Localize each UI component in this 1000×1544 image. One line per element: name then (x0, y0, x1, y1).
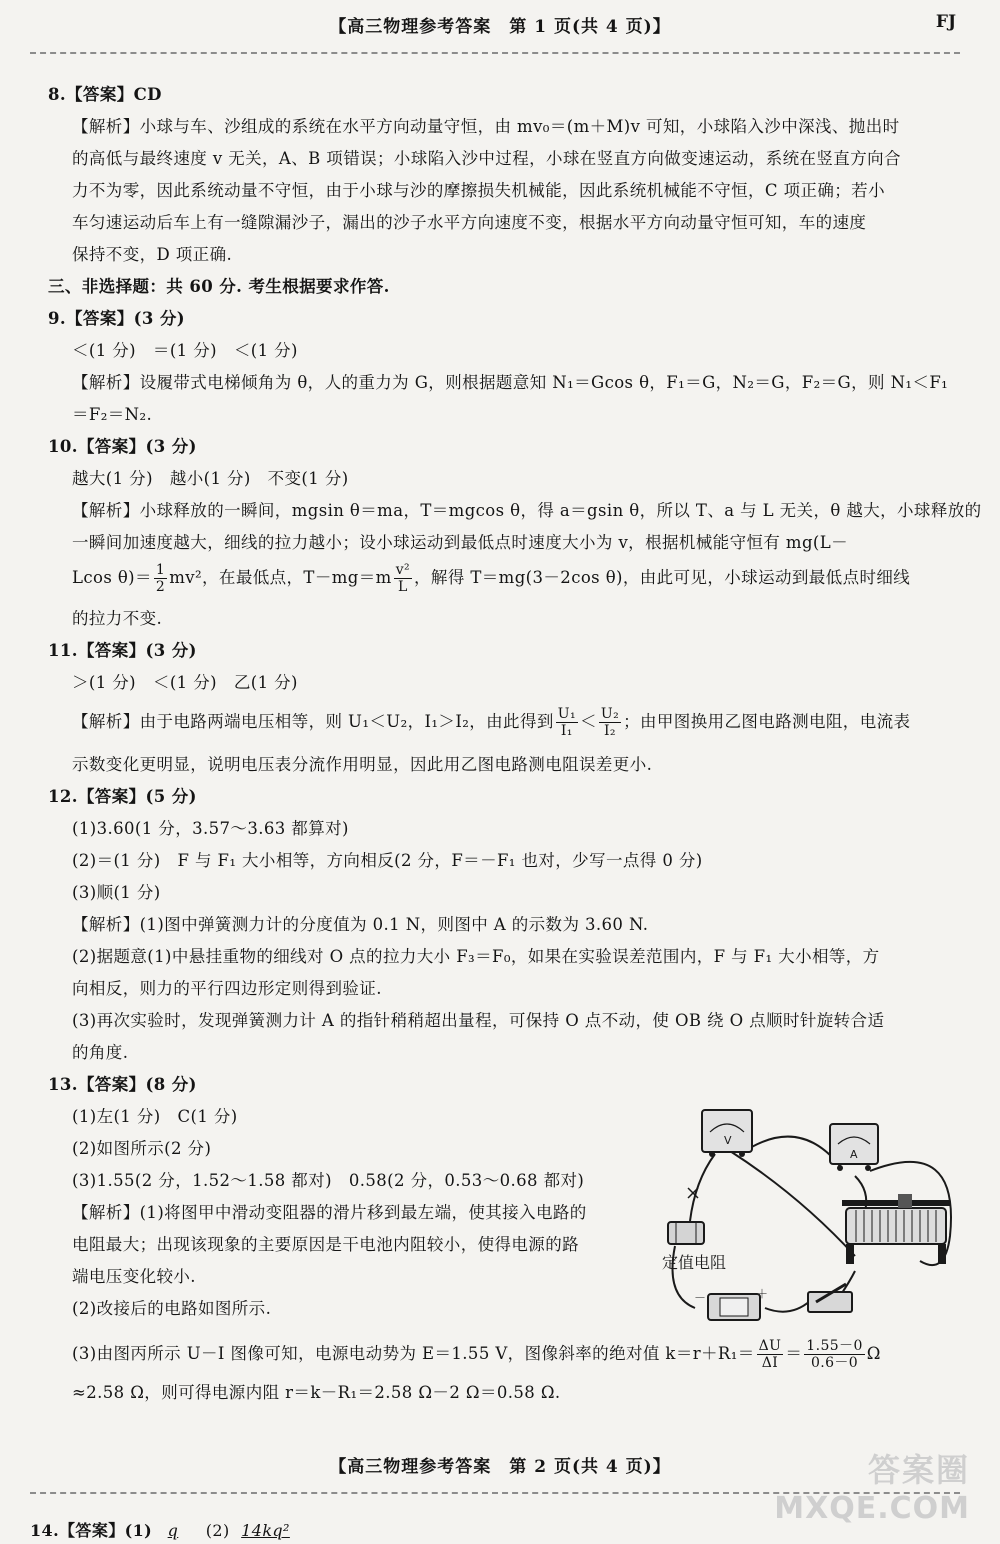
q10-fraction-v2-over-l (394, 562, 412, 595)
q11-answer: 11.【答案】(3 分) (48, 641, 197, 660)
q10-frac1-num: 1 (155, 562, 166, 578)
circuit-diagram (650, 1096, 970, 1328)
q11-frac1-den: I₁ (560, 723, 573, 739)
q11-less-than: ＜ (579, 712, 597, 731)
q13-line-3: (3)1.55(2 分，1.52～1.58 都对) 0.58(2 分，0.53～0.68 都对) (72, 1171, 585, 1190)
q9-line-2: ＝F₂＝N₂. (72, 405, 153, 424)
q11-line-2: 示数变化更明显，说明电压表分流作用明显，因此用乙图电路测电阻误差更小. (72, 755, 653, 774)
q14-label: 14.【答案】(1) (30, 1521, 153, 1540)
q13-equals: ＝ (785, 1344, 803, 1363)
q10-fraction-half (154, 562, 167, 595)
wire-v-to-resistor (690, 1154, 715, 1221)
q8-answer: 8.【答案】CD (48, 85, 162, 104)
page-header-tag: FJ (935, 12, 956, 32)
q9-values: ＜(1 分) ＝(1 分) ＜(1 分) (72, 341, 298, 360)
ammeter (830, 1124, 878, 1171)
q11-line-1 (72, 706, 910, 739)
q13-frac2-num: 1.55－0 (806, 1338, 863, 1354)
q11-frac2-num: U₂ (600, 706, 620, 722)
page-header-title: 【高三物理参考答案 第 1 页(共 4 页)】 (329, 17, 671, 37)
q12-line-1: (1)3.60(1 分，3.57～3.63 都算对) (72, 819, 349, 838)
q8-line-5: 保持不变，D 项正确. (72, 245, 233, 264)
q13-frac2-den: 0.6－0 (810, 1355, 859, 1371)
q12-line-5: (2)据题意(1)中悬挂重物的细线对 O 点的拉力大小 F₃＝F₀，如果在实验误差范围内，F 与 F₁ 大小相等，方 (72, 947, 880, 966)
q9-line-1: 【解析】设履带式电梯倾角为 θ，人的重力为 G，则根据题意知 N₁＝Gcos θ，F₁＝G，N₂＝G，F₂＝G，则 N₁＜F₁ (72, 373, 949, 392)
q11-frac1-num: U₁ (557, 706, 576, 722)
q10-line-3b: mv²，在最低点，T－mg＝m (169, 568, 392, 587)
q14-value-2: 14kq² (241, 1521, 290, 1540)
q13-fraction-values (804, 1338, 864, 1371)
q8-line-1: 【解析】小球与车、沙组成的系统在水平方向动量守恒，由 mv₀＝(m＋M)v 可知，小球陷入沙中深浅、抛出时 (72, 117, 900, 136)
q12-line-7: (3)再次实验时，发现弹簧测力计 A 的指针稍稍超出量程，可保持 O 点不动，使 OB 绕 O 点顺时针旋转合适 (72, 1011, 885, 1030)
q12-line-6: 向相反，则力的平行四边形定则得到验证. (72, 979, 382, 998)
q10-line-2: 一瞬间加速度越大，细线的拉力越小；设小球运动到最低点时速度大小为 v，根据机械能守恒有 mg(L－ (72, 533, 849, 552)
q10-frac2-num: v² (395, 562, 411, 578)
q9-answer: 9.【答案】(3 分) (48, 309, 185, 328)
q11-line-1a: 【解析】由于电路两端电压相等，则 U₁＜U₂，I₁＞I₂，由此得到 (72, 712, 554, 731)
q11-line-1b: ；由甲图换用乙图电路测电阻，电流表 (623, 712, 911, 731)
q8-line-3: 力不为零，因此系统动量不守恒，由于小球与沙的摩擦损失机械能，因此系统机械能不守恒，C 项正确；若小 (72, 181, 885, 200)
ammeter-label: A (850, 1148, 858, 1161)
q13-line-8 (72, 1338, 881, 1371)
battery-minus-label: － (694, 1291, 707, 1305)
q13-answer: 13.【答案】(8 分) (48, 1075, 197, 1094)
q12-answer: 12.【答案】(5 分) (48, 787, 197, 806)
voltmeter (702, 1110, 752, 1157)
q12-line-3: (3)顺(1 分) (72, 883, 161, 902)
q13-line-9: ≈2.58 Ω，则可得电源内阻 r＝k－R₁＝2.58 Ω－2 Ω＝0.58 Ω. (72, 1383, 561, 1402)
page-footer-title: 【高三物理参考答案 第 2 页(共 4 页)】 (329, 1457, 671, 1477)
q13-frac1-den: ΔI (761, 1355, 779, 1371)
watermark-text: 答案圈 (867, 1451, 970, 1489)
q8-line-4: 车匀速运动后车上有一缝隙漏沙子，漏出的沙子水平方向速度不变，根据水平方向动量守恒可知，车的速度 (72, 213, 867, 232)
fixed-resistor-label: 定值电阻 (662, 1253, 727, 1272)
q12-line-4: 【解析】(1)图中弹簧测力计的分度值为 0.1 N，则图中 A 的示数为 3.60 N. (72, 915, 649, 934)
q8-line-2: 的高低与最终速度 v 无关，A、B 项错误；小球陷入沙中过程，小球在竖直方向做变速运动，系统在竖直方向合 (72, 149, 901, 168)
q10-line-1: 【解析】小球释放的一瞬间，mgsin θ＝ma，T＝mgcos θ，得 a＝gsin θ，所以 T、a 与 L 无关，θ 越大，小球释放的 (72, 501, 982, 520)
wire-v-to-a (745, 1137, 840, 1166)
q13-line-6: 端电压变化较小. (72, 1267, 196, 1286)
battery-plus-label: ＋ (756, 1287, 769, 1301)
q13-unit: Ω (866, 1344, 881, 1363)
voltmeter-label: V (724, 1134, 732, 1147)
q11-fraction-u2-i2 (599, 706, 621, 739)
q10-frac1-den: 2 (155, 579, 166, 595)
q12-line-2: (2)＝(1 分) F 与 F₁ 大小相等，方向相反(2 分，F＝－F₁ 也对，少写一点得 0 分) (72, 851, 703, 870)
q13-line-8a: (3)由图丙所示 U－I 图像可知，电源电动势为 E＝1.55 V，图像斜率的绝对值 k＝r＋R₁＝ (72, 1344, 755, 1363)
watermark-url: MXQE.COM (774, 1491, 970, 1526)
q13-fraction-du-di (757, 1338, 784, 1371)
q13-line-5: 电阻最大；出现该现象的主要原因是干电池内阻较小，使得电源的路 (72, 1235, 579, 1254)
rheostat (842, 1194, 950, 1264)
section-3-heading: 三、非选择题：共 60 分. 考生根据要求作答. (48, 277, 390, 296)
q10-line-3 (72, 562, 910, 595)
q10-values: 越大(1 分) 越小(1 分) 不变(1 分) (72, 469, 349, 488)
q14-value-1: q (167, 1521, 179, 1540)
q13-frac1-num: ΔU (758, 1338, 782, 1354)
q13-line-2: (2)如图所示(2 分) (72, 1139, 212, 1158)
q14-part-2: (2) (205, 1521, 230, 1540)
q10-line-4: 的拉力不变. (72, 609, 163, 628)
q10-line-3a: Lcos θ)＝ (72, 568, 152, 587)
q12-line-8: 的角度. (72, 1043, 129, 1062)
q13-line-4: 【解析】(1)将图甲中滑动变阻器的滑片移到最左端，使其接入电路的 (72, 1203, 587, 1222)
battery (694, 1287, 768, 1320)
fixed-resistor (668, 1222, 704, 1244)
header-divider (30, 52, 960, 54)
q10-answer: 10.【答案】(3 分) (48, 437, 197, 456)
q11-frac2-den: I₂ (604, 723, 616, 739)
q10-frac2-den: L (398, 579, 408, 595)
q11-values: ＞(1 分) ＜(1 分) 乙(1 分) (72, 673, 298, 692)
watermark (774, 1445, 970, 1526)
wire-battery-to-switch (765, 1301, 810, 1312)
q11-fraction-u1-i1 (556, 706, 578, 739)
q13-line-1: (1)左(1 分) C(1 分) (72, 1107, 238, 1126)
q13-line-7: (2)改接后的电路如图所示. (72, 1299, 272, 1318)
wire-v-to-rheostat (730, 1151, 855, 1256)
q10-line-3c: ，解得 T＝mg(3－2cos θ)，由此可见，小球运动到最低点时细线 (414, 568, 911, 587)
next-page-partial (30, 1520, 290, 1542)
